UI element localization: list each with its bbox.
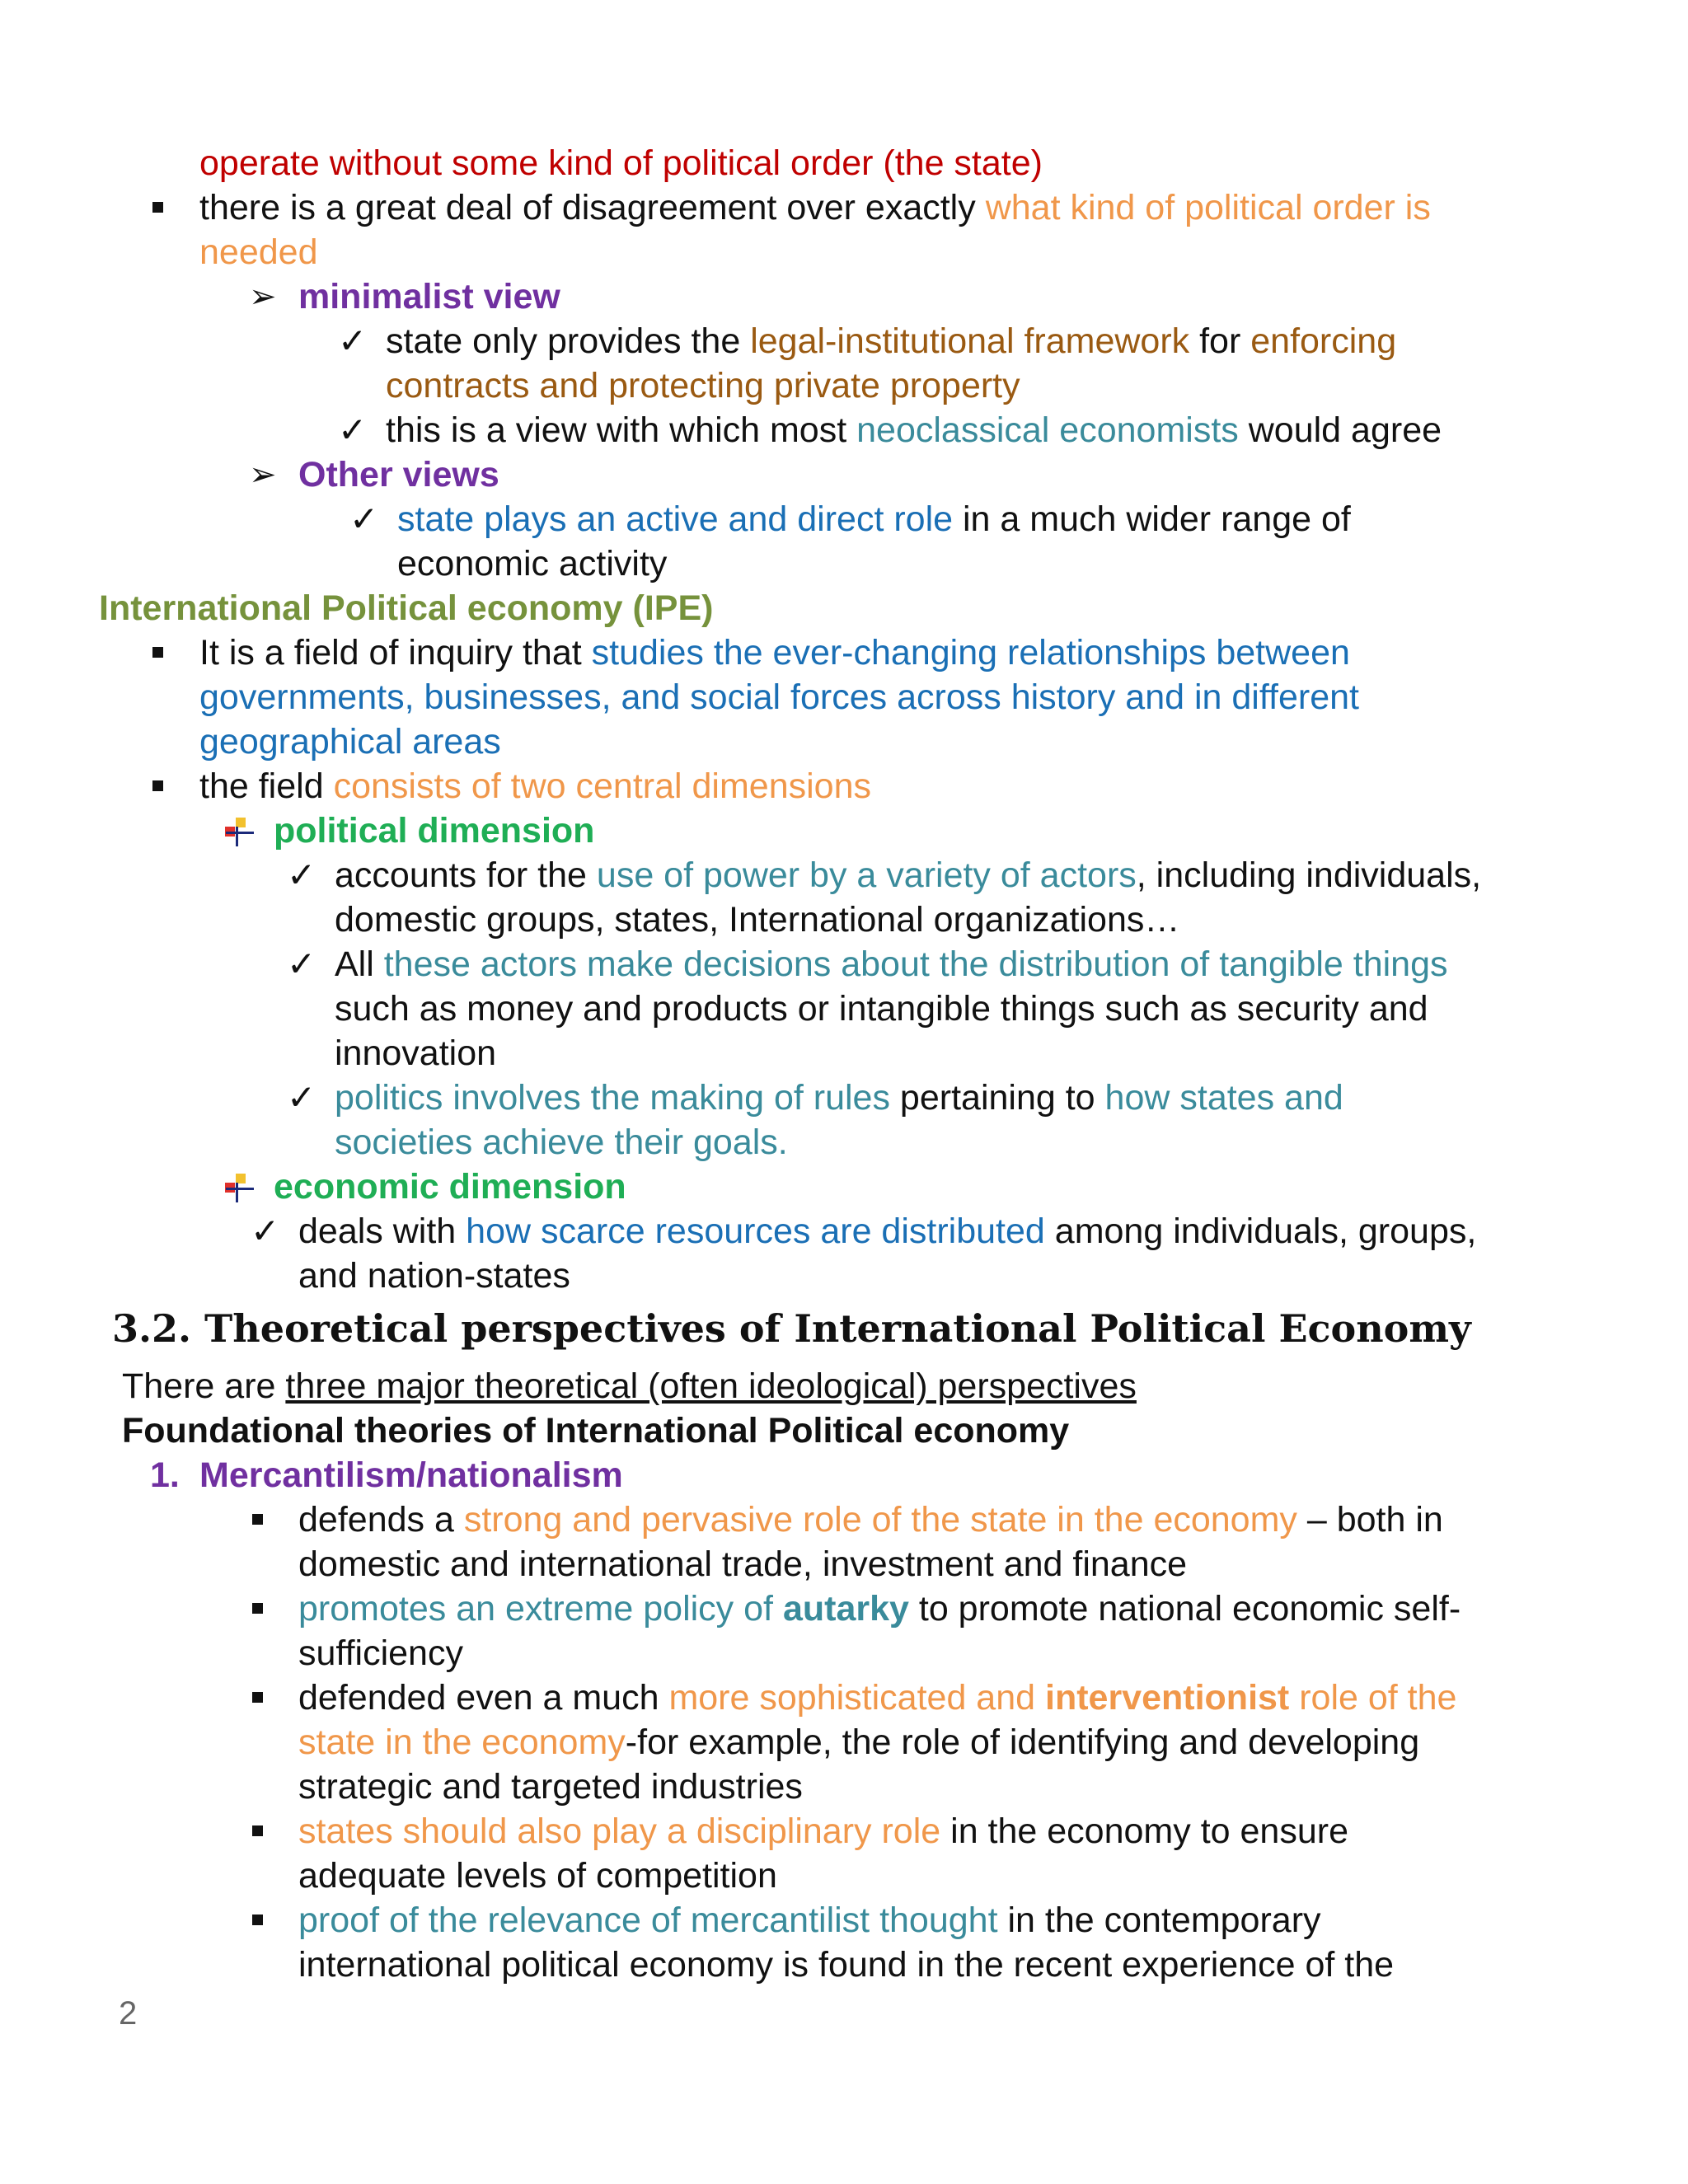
section-label: minimalist view: [298, 277, 560, 316]
plus-bullet-icon: [223, 815, 259, 848]
text-span: and nation-states: [298, 1256, 570, 1296]
text-line: [199, 141, 1043, 185]
text-line: [335, 853, 1481, 898]
plus-bullet-icon: [223, 1171, 259, 1204]
text-span: how scarce resources are distributed: [466, 1212, 1045, 1251]
text-line: [298, 452, 499, 497]
text-span: would agree: [1238, 410, 1442, 450]
text-span: domestic and international trade, investment and finance: [298, 1544, 1188, 1584]
text-line: [386, 319, 1396, 363]
text-line: [298, 1765, 803, 1809]
text-span: economic activity: [397, 544, 668, 583]
text-span: needed: [199, 232, 318, 272]
text-line: [199, 185, 1431, 230]
text-span: for: [1189, 321, 1251, 361]
text-span: states should also play a disciplinary role: [298, 1811, 941, 1851]
text-span: strong and pervasive role of the state in the economy: [463, 1500, 1297, 1540]
text-span: operate without some kind of political order (the state): [199, 143, 1043, 183]
text-line: [335, 942, 1448, 987]
text-span: to promote national economic self-: [908, 1589, 1461, 1629]
check-bullet-icon: ✓: [287, 855, 316, 894]
text-span: such as money and products or intangible things such as security and: [335, 989, 1428, 1029]
section-label: Other views: [298, 455, 499, 494]
check-bullet-icon: ✓: [338, 410, 368, 449]
text-line: [199, 719, 501, 764]
square-bullet-icon: [252, 1692, 263, 1703]
text-span: how states and: [1104, 1078, 1343, 1118]
numbered-heading-label: [199, 1453, 623, 1497]
text-span: Foundational theories of International Political economy: [122, 1411, 1070, 1451]
arrow-bullet-icon: ➢: [249, 457, 277, 493]
text-line: [298, 1720, 1419, 1765]
text-span: accounts for the: [335, 855, 597, 895]
section-heading: [99, 586, 713, 630]
square-bullet-icon: [252, 1825, 263, 1836]
text-span: – both in: [1296, 1500, 1443, 1540]
text-span: international political economy is found in the recent experience of the: [298, 1945, 1395, 1985]
text-span: among individuals, groups,: [1044, 1212, 1477, 1251]
subheading: [122, 1408, 1069, 1453]
square-bullet-icon: [152, 202, 163, 213]
text-line: [298, 1586, 1461, 1631]
text-span: contracts and protecting private property: [386, 366, 1020, 405]
text-span: state plays an active and direct role: [397, 499, 954, 539]
text-line: [122, 1364, 1137, 1408]
check-bullet-icon: ✓: [349, 499, 379, 538]
check-bullet-icon: ✓: [338, 321, 368, 360]
text-span: use of power by a variety of actors: [596, 855, 1137, 895]
text-line: [298, 1209, 1476, 1254]
text-line: [386, 408, 1442, 452]
text-span: All: [335, 944, 384, 984]
text-span: , including individuals,: [1136, 855, 1482, 895]
check-bullet-icon: ✓: [251, 1212, 280, 1250]
text-line: [335, 1076, 1343, 1120]
text-span: autarky: [782, 1589, 909, 1629]
text-span: there is a great deal of disagreement over exactly: [199, 188, 986, 227]
section-label: economic dimension: [274, 1167, 626, 1207]
text-span: in the contemporary: [997, 1900, 1321, 1940]
text-line: [298, 1542, 1187, 1586]
text-line: [274, 808, 594, 853]
text-line: [386, 363, 1020, 408]
text-span: defended even a much: [298, 1678, 669, 1718]
text-span: promotes an extreme policy of: [298, 1589, 783, 1629]
text-span: this is a view with which most: [386, 410, 857, 450]
text-span: proof of the relevance of mercantilist thought: [298, 1900, 998, 1940]
square-bullet-icon: [152, 647, 163, 658]
text-line: [298, 1675, 1456, 1720]
text-span: defends a: [298, 1500, 464, 1540]
text-line: [199, 675, 1359, 719]
text-line: [298, 274, 560, 319]
text-span: Mercantilism/nationalism: [199, 1455, 623, 1495]
text-span: geographical areas: [199, 722, 501, 762]
text-span: societies achieve their goals.: [335, 1122, 788, 1162]
text-span: -for example, the role of identifying and developing: [625, 1722, 1420, 1762]
text-span: deals with: [298, 1212, 467, 1251]
text-line: [199, 230, 318, 274]
text-span: three major theoretical (often ideological) perspectives: [285, 1366, 1137, 1406]
text-line: [335, 1120, 788, 1165]
text-span: International Political economy (IPE): [99, 588, 714, 628]
text-line: [298, 1497, 1443, 1542]
text-line: [335, 1031, 496, 1076]
text-span: There are: [122, 1366, 286, 1406]
text-span: 3.2. Theoretical perspectives of International Political Economy: [112, 1306, 1471, 1351]
text-line: [298, 1854, 777, 1898]
text-line: [298, 1254, 570, 1298]
text-line: [335, 898, 1179, 942]
check-bullet-icon: ✓: [287, 944, 316, 983]
text-span: these actors make decisions about the distribution of tangible things: [383, 944, 1448, 984]
text-span: interventionist: [1045, 1678, 1290, 1718]
text-span: sufficiency: [298, 1633, 463, 1673]
text-span: role of the: [1289, 1678, 1457, 1718]
text-line: [397, 497, 1351, 541]
text-span: neoclassical economists: [856, 410, 1239, 450]
text-span: state only provides the: [386, 321, 751, 361]
text-line: [298, 1809, 1348, 1854]
square-bullet-icon: [252, 1915, 263, 1925]
text-line: [199, 764, 871, 808]
text-span: consists of two central dimensions: [333, 766, 872, 806]
square-bullet-icon: [252, 1514, 263, 1525]
text-line: [335, 987, 1428, 1031]
text-span: in a much wider range of: [953, 499, 1351, 539]
text-line: [199, 630, 1350, 675]
text-span: pertaining to: [889, 1078, 1105, 1118]
text-line: [298, 1631, 463, 1675]
arrow-bullet-icon: ➢: [249, 279, 277, 315]
text-span: innovation: [335, 1033, 497, 1073]
text-line: [274, 1165, 626, 1209]
text-span: what kind of political order is: [985, 188, 1431, 227]
square-bullet-icon: [252, 1603, 263, 1614]
page-number: 2: [119, 1995, 138, 2032]
text-span: state in the economy: [298, 1722, 626, 1762]
text-span: in the economy to ensure: [940, 1811, 1348, 1851]
text-span: studies the ever-changing relationships between: [591, 633, 1350, 673]
text-span: enforcing: [1250, 321, 1397, 361]
numbered-heading: [150, 1453, 180, 1497]
list-number: 1.: [150, 1455, 180, 1495]
text-span: the field: [199, 766, 334, 806]
text-span: domestic groups, states, International organizations…: [335, 900, 1180, 940]
text-span: governments, businesses, and social forces across history and in different: [199, 677, 1359, 717]
section-heading: [112, 1306, 1471, 1351]
square-bullet-icon: [152, 780, 163, 791]
text-span: It is a field of inquiry that: [199, 633, 592, 673]
text-line: [298, 1943, 1394, 1987]
text-span: legal-institutional framework: [750, 321, 1190, 361]
text-span: more sophisticated and: [668, 1678, 1045, 1718]
text-span: adequate levels of competition: [298, 1856, 777, 1896]
section-label: political dimension: [274, 811, 595, 851]
check-bullet-icon: ✓: [287, 1078, 316, 1117]
text-span: strategic and targeted industries: [298, 1767, 803, 1807]
text-span: politics involves the making of rules: [335, 1078, 890, 1118]
text-line: [397, 541, 667, 586]
text-line: [298, 1898, 1321, 1943]
